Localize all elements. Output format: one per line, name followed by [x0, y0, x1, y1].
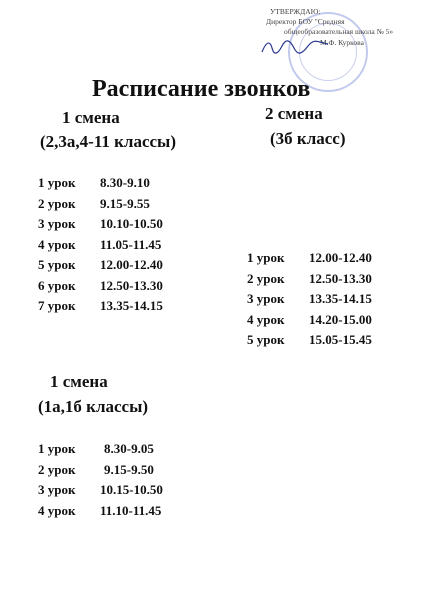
lesson-time: 9.15-9.50	[104, 461, 154, 477]
lesson-number: 2 урок	[38, 195, 76, 211]
lesson-number: 2 урок	[247, 270, 285, 286]
lesson-time: 13.35-14.15	[100, 298, 163, 313]
lesson-number: 4 урок	[247, 311, 285, 327]
approval-director: Директор БОУ "Средняя	[266, 17, 345, 26]
lesson-row	[38, 194, 163, 215]
lesson-number: 5 урок	[247, 332, 285, 347]
lesson-number: 4 урок	[38, 502, 76, 518]
section-1-classes: (2,3а,4-11 классы)	[40, 132, 176, 151]
lesson-number: 7 урок	[38, 298, 76, 313]
lesson-number: 1 урок	[38, 175, 76, 190]
lesson-time: 10.15-10.50	[100, 482, 163, 497]
section-3-shift: 1 смена	[50, 372, 108, 391]
section-3-lessons	[38, 439, 163, 521]
lesson-time: 12.50-13.30	[309, 270, 372, 286]
lesson-row	[247, 330, 372, 351]
lesson-row	[247, 269, 372, 290]
lesson-number: 1 урок	[38, 441, 76, 456]
lesson-time: 10.10-10.50	[100, 216, 163, 231]
page-title: Расписание звонков	[92, 76, 311, 102]
lesson-number: 3 урок	[247, 291, 285, 306]
lesson-time: 11.10-11.45	[100, 502, 162, 518]
lesson-number: 4 урок	[38, 236, 76, 252]
lesson-time: 8.30-9.05	[104, 441, 154, 456]
director-signature	[260, 36, 330, 58]
lesson-time: 14.20-15.00	[309, 311, 372, 327]
lesson-time: 11.05-11.45	[100, 236, 162, 252]
lesson-row	[38, 501, 163, 522]
lesson-time: 12.00-12.40	[309, 250, 372, 265]
lesson-row	[38, 460, 163, 481]
lesson-row	[247, 310, 372, 331]
lesson-number: 2 урок	[38, 461, 76, 477]
section-3-classes: (1а,1б классы)	[38, 397, 149, 416]
approval-school: общеобразовательная школа № 5»	[284, 27, 394, 36]
lesson-number: 6 урок	[38, 277, 76, 293]
lesson-row	[38, 214, 163, 235]
lesson-row	[38, 439, 163, 460]
lesson-row	[38, 173, 163, 194]
lesson-time: 8.30-9.10	[100, 175, 150, 190]
lesson-row	[38, 296, 163, 317]
section-1-lessons	[38, 173, 163, 317]
lesson-row	[38, 235, 163, 256]
lesson-number: 3 урок	[38, 216, 76, 231]
lesson-number: 1 урок	[247, 250, 285, 265]
lesson-number: 5 урок	[38, 257, 76, 272]
lesson-row	[247, 289, 372, 310]
lesson-row	[247, 248, 372, 269]
lesson-time: 9.15-9.55	[100, 195, 150, 211]
lesson-row	[38, 276, 163, 297]
lesson-number: 3 урок	[38, 482, 76, 497]
lesson-time: 13.35-14.15	[309, 291, 372, 306]
section-2-classes: (3б класс)	[270, 129, 346, 148]
approval-heading: УТВЕРЖДАЮ:	[270, 7, 321, 16]
lesson-time: 15.05-15.45	[309, 332, 372, 347]
lesson-time: 12.00-12.40	[100, 257, 163, 272]
section-1-shift: 1 смена	[62, 108, 120, 127]
approval-signatory: М.Ф. Куркова	[320, 38, 364, 47]
lesson-row	[38, 480, 163, 501]
section-2-lessons	[247, 248, 372, 351]
lesson-time: 12.50-13.30	[100, 277, 163, 293]
lesson-row	[38, 255, 163, 276]
section-2-shift: 2 смена	[265, 104, 323, 123]
